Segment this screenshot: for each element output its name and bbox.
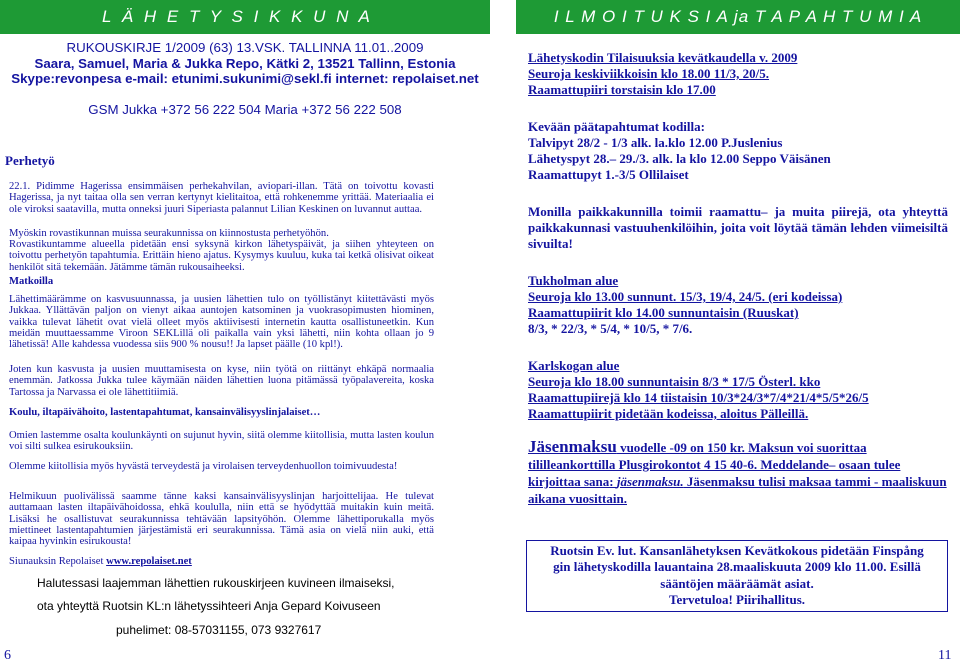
- page-number-left: 6: [4, 648, 11, 663]
- right-line-lahetyskoti: Lähetyskodin Tilaisuuksia kevätkaudella v. 2009: [528, 50, 798, 65]
- right-line-seuroja: Seuroja keskiviikkoisin klo 18.00 11/3, 20/5.: [528, 66, 770, 81]
- right-line-talvipyt: Talvipyt 28/2 - 1/3 alk. la.klo 12.00 P.Juslenius: [528, 135, 783, 150]
- left-banner: L Ä H E T Y S I K K U N A: [0, 0, 490, 34]
- right-line-lahetyspyt: Lähetyspyt 28.– 29./3. alk. la klo 12.00 Seppo Väisänen: [528, 151, 831, 166]
- page-number-right: 11: [938, 648, 952, 663]
- paragraph-terveys: Olemme kiitollisia myös hyvästä terveydestä ja virolaisen terveydenhuollon toimivuudesta!: [9, 461, 398, 472]
- section-heading-koulu: Koulu, iltapäivähoito, lastentapahtumat, kansainvälisyyslinjalaiset…: [9, 407, 321, 418]
- right-line-tukholma: Tukholman alue: [528, 273, 619, 288]
- right-section-tukholma: [528, 273, 948, 337]
- right-line-karlskoga-piirit: Raamattupiirejä klo 14 tiistaisin 10/3*24/3*7/4*21/4*5/5*26/5: [528, 390, 869, 405]
- right-section-paatapahtumat: [528, 119, 948, 183]
- jasenmaksu-text-1: vuodelle -09 on 150 kr. Maksun voi suorittaa tililleankorttilla Plusgirokontot 4 15 40-6. Meddelande– osaan tulee kirjoittaa sana:: [528, 440, 901, 489]
- paragraph-rovastikunta: Myöskin rovastikunnan muissa seurakunnissa on kiinnostusta perhetyöhön.: [9, 228, 329, 239]
- box-line-1: Ruotsin Ev. lut. Kansanlähetyksen Kevätkokous pidetään Finspång: [550, 543, 924, 558]
- right-line-tukholma-dates: 8/3, * 22/3, * 5/4, * 10/5, * 7/6.: [528, 321, 693, 336]
- right-line-tukholma-seuroja: Seuroja klo 13.00 sunnunt. 15/3, 19/4, 24/5. (eri kodeissa): [528, 289, 843, 304]
- repolaiset-link[interactable]: www.repolaiset.net: [106, 556, 192, 567]
- paragraph-lahettimaara: Lähettimäärämme on kasvusuunnassa, ja uusien lähettien tulo on työllistänyt kiitettävästi myös Jukkaa. Yllättävän paljon on vienyt aikaa auntojen katsominen ja vuokrasopimusten hiominen, vaikka tulevat lähetit ovat vielä olleet myös aktiivisesti internetin kautta osallistuneetkin. Kun meidän muuttaessamme Viroon SEKLillä oli paikalla vain yksi lähetti, niin kohta ollaan jo 9 lähetissä! Alle kahdessa vuodessa siis 900 % nousu!! Ja lapset päälle (10 kpl!).: [9, 294, 434, 351]
- contact-line-2: ota yhteyttä Ruotsin KL:n lähetyssihteeri Anja Gepard Koivuseen: [37, 599, 381, 613]
- right-paragraph-piirit: Monilla paikkakunnilla toimii raamattu– ja muita piirejä, ota yhteyttä paikkakunnasi vastuuhenkilöihin, joita voit löytää tämän lehden viimeisiltä sivuilta!: [528, 204, 948, 251]
- right-line-paatapahtumat: Kevään päätapahtumat kodilla:: [528, 119, 705, 134]
- paragraph-perhekahvila: 22.1. Pidimme Hagerissa ensimmäisen perhekahvilan, aviopari-illan. Tätä on toivottu kovasti Hagerissa, ja nyt taitaa olla sen verran kertynyt kielitaitoa, että rohkenemme yrittää. Materiaalia ei ole viroksi saatavilla, mutta onneksi juuri Siperiasta palannut Lilian Keskinen on luvannut auttaa.: [9, 181, 434, 215]
- right-paragraph-jasenmaksu: [528, 438, 948, 507]
- header-gsm: GSM Jukka +372 56 222 504 Maria +372 56 222 508: [88, 102, 402, 117]
- header-line-2: Saara, Samuel, Maria & Jukka Repo, Kätki 2, 13521 Tallinn, Estonia: [34, 55, 456, 71]
- paragraph-lahetyspaivat: Rovastikuntamme alueella pidetään ensi syksynä kirkon lähetyspäivät, ja siihen yhteyteen on toivottu perhetyön tapahtumia. Erittäin hieno ajatus. Kysymys kuuluu, kuka tai ketkä olisivat oikeat henkilöt sitä tekemään. Jätämme tämän rukousaiheeksi.: [9, 239, 434, 273]
- contact-line-1: Halutessasi laajemman lähettien rukouskirjeen kuvineen ilmaiseksi,: [37, 576, 395, 590]
- kevatkokous-box: [526, 540, 948, 612]
- section-heading-matkoilla: Matkoilla: [9, 276, 54, 287]
- jasenmaksu-italic: jäsenmaksu.: [616, 474, 684, 489]
- jasenmaksu-text-2: Jäsenmaksu tulisi maksaa tammi - maaliskuun aikana vuosittain.: [528, 474, 947, 506]
- right-line-karlskoga-kodeissa: Raamattupiirit pidetään kodeissa, aloitus Pälleillä.: [528, 406, 809, 421]
- box-line-4: Tervetuloa! Piirihallitus.: [668, 592, 806, 608]
- right-line-tukholma-piirit: Raamattupiirit klo 14.00 sunnuntaisin (Ruuskat): [528, 305, 799, 320]
- section-heading-perhetyo: Perhetyö: [5, 153, 55, 168]
- box-line-2: gin lähetyskodilla lauantaina 28.maaliskuuta 2009 klo 11.00. Esillä: [553, 559, 921, 575]
- paragraph-koulunkaynti: Omien lastemme osalta koulunkäynti on sujunut hyvin, siitä olemme kiitollisia, mutta lasten koulun voi silti sulkea esirukouksiin.: [9, 430, 434, 453]
- right-banner: I L M O I T U K S I A ja T A P A H T U M I A: [516, 0, 960, 34]
- right-line-raamattupiiri: Raamattupiiri torstaisin klo 17.00: [528, 82, 716, 97]
- paragraph-harjoittelijat: Helmikuun puolivälissä saamme tänne kaksi kansainvälisyyslinjan harjoittelijaa. He tulevat auttamaan lasten iltapäivähoidossa, ehkä koululla, niin että se hyödyttää muitakin kuin meitä. Lisäksi he osallistuvat seurakunnissa tehtävään lapsityöhön. Olemme lähettiporukalla myös miettineet lastentapahtumien järjestämistä eri seurakunnissa. Tämä asia on vielä niin auki, että kaipaa hyvinkin esirukousta!: [9, 491, 434, 548]
- right-line-raamattupyt: Raamattupyt 1.-3/5 Ollilaiset: [528, 167, 689, 182]
- right-line-karlskoga-seuroja: Seuroja klo 18.00 sunnuntaisin 8/3 * 17/5 Österl. kko: [528, 374, 821, 389]
- contact-phone: puhelimet: 08-57031155, 073 9327617: [116, 623, 322, 637]
- signature-text: Siunauksin Repolaiset: [9, 556, 107, 567]
- box-line-3: sääntöjen määräämät asiat.: [660, 575, 814, 591]
- jasenmaksu-heading: Jäsenmaksu: [528, 437, 617, 456]
- paragraph-kasvu: Joten kun kasvusta ja uusien muuttamisesta on kyse, niin työtä on riittänyt ehkäpä normaalia enemmän. Jatkossa Jukka tulee käymään näiden lähettien luona pitämässä työpalavereita, koska Tartossa ja Narvassa ei ole lähettitiimiä.: [9, 364, 434, 398]
- right-section-karlskoga: [528, 358, 948, 422]
- right-line-karlskoga: Karlskogan alue: [528, 358, 620, 373]
- letter-header: [0, 40, 490, 87]
- right-section-lahetyskoti: [528, 50, 948, 98]
- signature-line: [9, 556, 434, 567]
- header-line-3: Skype:revonpesa e-mail: etunimi.sukunimi@sekl.fi internet: repolaiset.net: [11, 71, 479, 86]
- header-line-1: RUKOUSKIRJE 1/2009 (63) 13.VSK. TALLINNA 11.01..2009: [66, 40, 424, 55]
